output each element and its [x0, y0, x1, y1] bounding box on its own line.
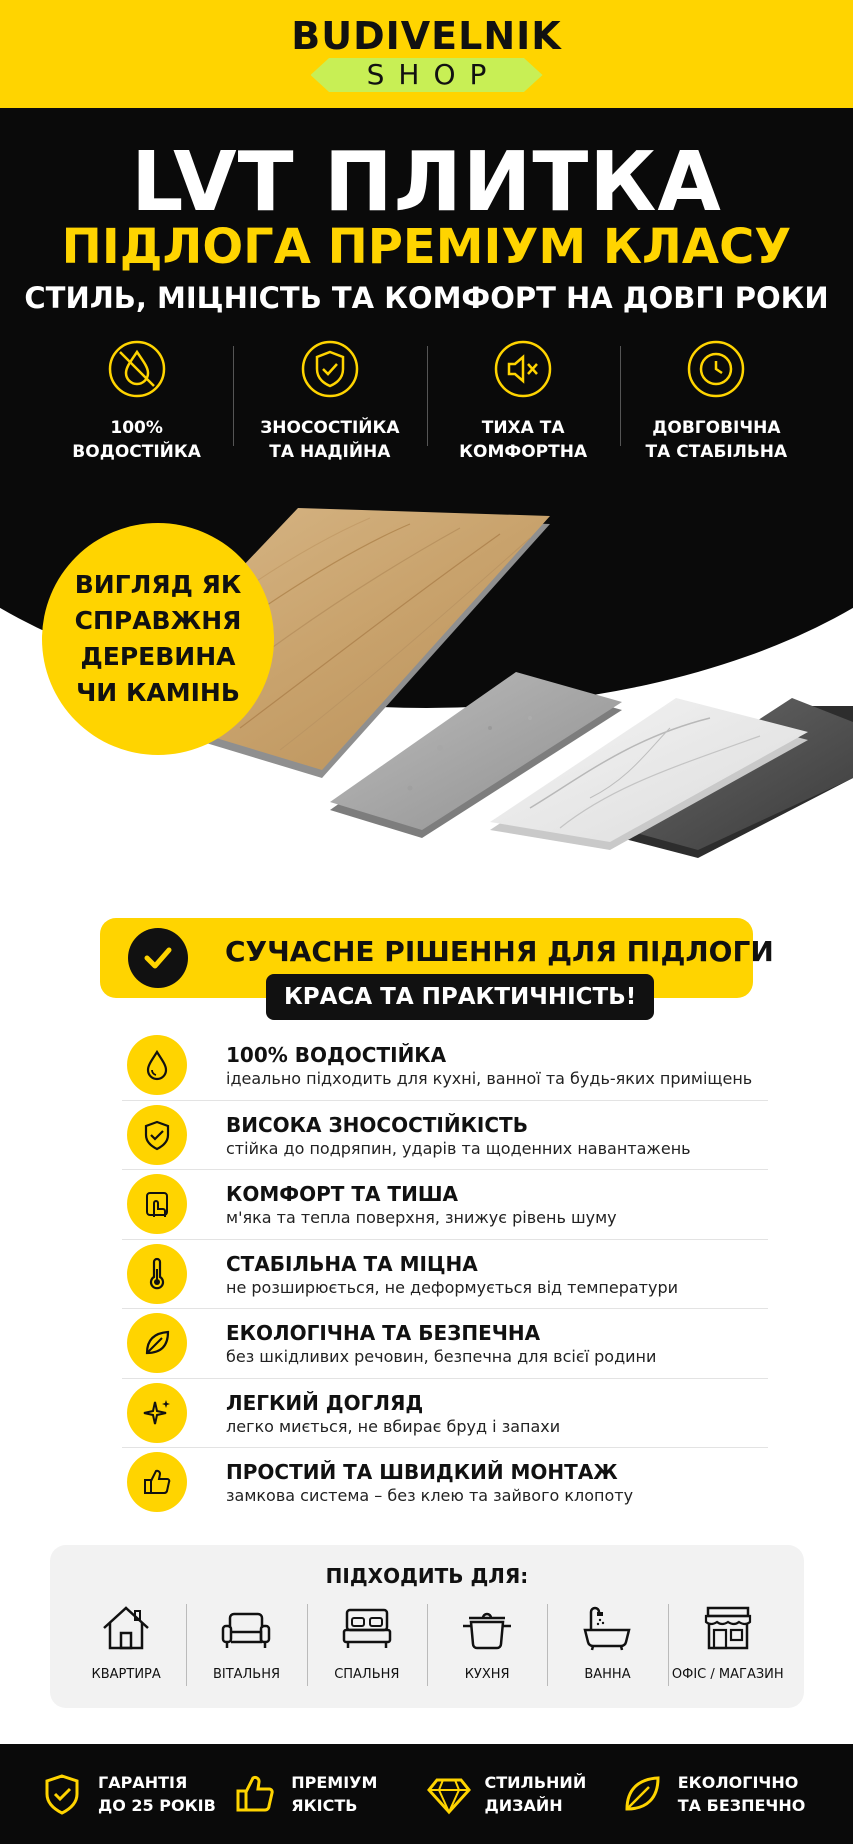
footer-item — [427, 1744, 620, 1844]
water-drop-icon — [140, 1048, 174, 1082]
benefit-title: КОМФОРТ ТА ТИША — [226, 1182, 459, 1206]
benefit-item — [122, 1379, 768, 1449]
feature-line-1: 100% — [110, 418, 163, 438]
benefit-title: ВИСОКА ЗНОСОСТІЙКІСТЬ — [226, 1112, 528, 1137]
footer-line-1: ПРЕМІУМ — [291, 1773, 378, 1792]
benefit-item — [122, 1031, 768, 1101]
hero-feature — [620, 338, 813, 462]
feature-line-1: ТИХА ТА — [481, 418, 565, 438]
benefits-list — [122, 1031, 768, 1518]
footer-text — [98, 1771, 216, 1817]
solution-pill: КРАСА ТА ПРАКТИЧНІСТЬ! — [266, 974, 654, 1020]
hero-features — [40, 338, 813, 462]
footer-line-2: ДИЗАЙН — [484, 1796, 563, 1815]
footer-line-2: ЯКІСТЬ — [291, 1796, 358, 1815]
benefit-desc: стійка до подряпин, ударів та щоденних навантажень — [226, 1138, 691, 1158]
house-icon — [98, 1602, 154, 1654]
look-badge — [42, 523, 274, 755]
benefit-item — [122, 1101, 768, 1171]
benefit-desc: не розширюється, не деформується від температури — [226, 1277, 678, 1297]
diamond-icon — [427, 1772, 471, 1816]
hand-touch-icon — [140, 1187, 174, 1221]
hero-feature-label — [620, 416, 813, 464]
shield-check-icon — [299, 338, 361, 400]
footer-item — [233, 1744, 426, 1844]
footer-line-1: СТИЛЬНИЙ — [484, 1773, 587, 1792]
pot-icon — [459, 1602, 515, 1654]
benefit-item — [122, 1309, 768, 1379]
header — [0, 0, 853, 108]
benefit-title: СТАБІЛЬНА ТА МІЦНА — [226, 1251, 478, 1276]
clock-icon — [685, 338, 747, 400]
sofa-icon — [218, 1602, 274, 1654]
feature-line-2: КОМФОРТНА — [459, 442, 588, 462]
room-item — [186, 1600, 306, 1694]
benefit-icon-wrap — [127, 1383, 187, 1443]
benefit-item — [122, 1170, 768, 1240]
footer-text — [291, 1771, 377, 1817]
benefit-item — [122, 1240, 768, 1310]
room-item — [668, 1600, 788, 1694]
benefit-icon-wrap — [127, 1313, 187, 1373]
sparkle-icon — [140, 1396, 174, 1430]
benefit-title: 100% ВОДОСТІЙКА — [226, 1043, 447, 1067]
benefit-icon-wrap — [127, 1105, 187, 1165]
feature-line-1: ЗНОСОСТІЙКА — [260, 418, 400, 438]
hero-feature-label — [40, 416, 233, 464]
feature-line-2: ВОДОСТІЙКА — [72, 442, 201, 462]
suitable-for-title: ПІДХОДИТЬ ДЛЯ: — [325, 1564, 529, 1588]
feature-line-1: ДОВГОВІЧНА — [652, 418, 781, 438]
footer-item — [620, 1744, 813, 1844]
footer-bar — [0, 1744, 853, 1844]
check-icon — [140, 940, 176, 976]
bathtub-icon — [579, 1602, 635, 1654]
leaf-icon — [620, 1772, 664, 1816]
footer-line-2: ДО 25 РОКІВ — [98, 1796, 216, 1815]
room-label: КВАРТИРА — [91, 1667, 161, 1682]
thermometer-icon — [140, 1257, 174, 1291]
room-label: КУХНЯ — [464, 1667, 510, 1682]
solution-title: СУЧАСНЕ РІШЕННЯ ДЛЯ ПІДЛОГИ — [225, 935, 774, 968]
brand-logo[interactable] — [0, 16, 853, 92]
feature-line-2: ТА СТАБІЛЬНА — [645, 442, 788, 462]
hero-feature-label — [233, 416, 426, 464]
thumbs-up-icon — [140, 1465, 174, 1499]
benefit-desc: легко миється, не вбирає бруд і запахи — [226, 1416, 561, 1436]
benefit-desc: ідеально підходить для кухні, ванної та будь-яких приміщень — [226, 1069, 753, 1088]
room-label: СПАЛЬНЯ — [334, 1667, 400, 1682]
check-circle-icon — [128, 928, 188, 988]
mute-speaker-icon — [492, 338, 554, 400]
leaf-icon — [140, 1326, 174, 1360]
bed-icon — [339, 1602, 395, 1654]
footer-line-1: ЕКОЛОГІЧНО — [677, 1773, 799, 1792]
room-item — [307, 1600, 427, 1694]
benefit-icon-wrap — [127, 1452, 187, 1512]
rooms-list — [66, 1600, 788, 1694]
storefront-icon — [700, 1602, 756, 1654]
hero-feature-label — [427, 416, 620, 464]
benefit-title: ЕКОЛОГІЧНА ТА БЕЗПЕЧНА — [226, 1321, 541, 1345]
benefit-item — [122, 1448, 768, 1518]
benefit-desc: замкова система – без клею та зайвого клопоту — [226, 1486, 634, 1505]
hero-feature — [233, 338, 426, 462]
benefit-icon-wrap — [127, 1244, 187, 1304]
hero-section — [0, 108, 853, 928]
benefit-desc: без шкідливих речовин, безпечна для всієї родини — [226, 1347, 657, 1366]
benefit-title: ЛЕГКИЙ ДОГЛЯД — [226, 1390, 424, 1415]
suitable-for-panel — [50, 1545, 804, 1708]
benefit-icon-wrap — [127, 1174, 187, 1234]
room-label: ВІТАЛЬНЯ — [212, 1667, 281, 1682]
shield-check-icon — [140, 1118, 174, 1152]
room-label: ВАННА — [584, 1667, 631, 1682]
look-badge-text: ВИГЛЯД ЯК СПРАВЖНЯ ДЕРЕВИНА ЧИ КАМІНЬ — [74, 570, 242, 707]
hero-feature — [40, 338, 233, 462]
hero-title: LVT ПЛИТКА — [131, 135, 722, 230]
benefit-desc: м'яка та тепла поверхня, знижує рівень шуму — [226, 1208, 617, 1227]
footer-text — [485, 1771, 587, 1817]
footer-line-2: ТА БЕЗПЕЧНО — [677, 1796, 806, 1815]
feature-line-2: ТА НАДІЙНА — [269, 442, 391, 462]
footer-line-1: ГАРАНТІЯ — [98, 1773, 188, 1792]
room-item — [547, 1600, 667, 1694]
benefit-icon-wrap — [127, 1035, 187, 1095]
room-item — [427, 1600, 547, 1694]
hero-feature — [427, 338, 620, 462]
hero-subtitle: ПІДЛОГА ПРЕМІУМ КЛАСУ — [61, 219, 792, 275]
room-label: ОФІС / МАГАЗИН — [671, 1667, 784, 1682]
brand-sub-tag — [311, 58, 543, 92]
brand-name: BUDIVELNIK — [291, 14, 562, 58]
shield-check-icon — [40, 1772, 84, 1816]
footer-item — [40, 1744, 233, 1844]
thumbs-up-icon — [233, 1772, 277, 1816]
benefit-title: ПРОСТИЙ ТА ШВИДКИЙ МОНТАЖ — [226, 1460, 618, 1484]
water-drop-icon — [106, 338, 168, 400]
hero-tagline: СТИЛЬ, МІЦНІСТЬ ТА КОМФОРТ НА ДОВГІ РОКИ — [24, 281, 829, 315]
room-item — [66, 1600, 186, 1694]
footer-text — [678, 1771, 806, 1817]
brand-sub: SHOP — [366, 58, 501, 91]
